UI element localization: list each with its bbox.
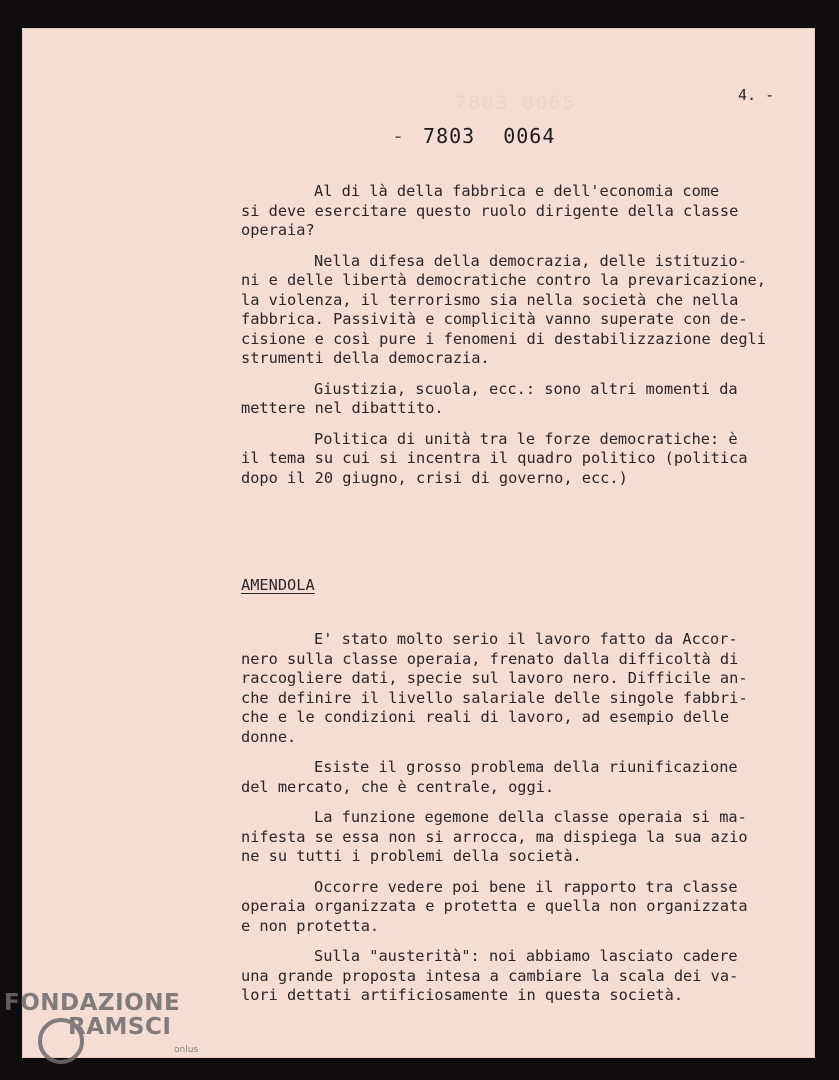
logo-line-3: onlus xyxy=(174,1045,199,1055)
paragraph: Giustizia, scuola, ecc.: sono altri momenti da mettere nel dibattito. xyxy=(241,379,738,417)
speaker-heading: AMENDOLA xyxy=(241,576,315,594)
fondazione-gramsci-logo xyxy=(4,990,214,1070)
section-2-text xyxy=(241,630,801,1017)
paragraph: Occorre vedere poi bene il rapporto tra classe operaia organizzata e protetta e quella non organizzata e non protetta. xyxy=(241,877,748,935)
document-number-part-a: 7803 xyxy=(423,124,476,148)
paragraph: E' stato molto serio il lavoro fatto da Accor- nero sulla classe operaia, frenato dalla difficoltà di raccogliere dati, specie sul lavoro nero. Difficile an- che definire il livello salariale delle singole fabbri- che e le condizioni reali di lavoro, ad esempio delle donne. xyxy=(241,630,748,746)
paragraph: Sulla "austerità": noi abbiamo lasciato cadere una grande proposta intesa a cambiare la scala dei va- lori dettati artificiosamente in questa società. xyxy=(241,947,739,1004)
paragraph: Nella difesa della democrazia, delle istituzio- ni e delle libertà democratiche contro la prevaricazione, la violenza, il terrorismo sia nella società che nella fabbrica. Passività e complicità vanno superate con de- cisione e così pure i fenomeni di destabilizzazione degli strumenti della democrazia. xyxy=(241,251,766,367)
section-1-text xyxy=(241,182,801,499)
bleed-through-number: 7803 0065 xyxy=(455,92,576,114)
logo-line-2: RAMSCI xyxy=(68,1014,172,1040)
document-number xyxy=(392,124,555,148)
paragraph: Politica di unità tra le forze democratiche: è il tema su cui si incentra il quadro politico (politica dopo il 20 giugno, crisi di governo, ecc.) xyxy=(241,429,748,487)
paragraph: La funzione egemone della classe operaia si ma- nifesta se essa non si arrocca, ma dispiega la sua azio ne su tutti i problemi della società. xyxy=(241,808,748,865)
document-number-dash: - xyxy=(392,124,406,148)
paragraph: Esiste il grosso problema della riunificazione del mercato, che è centrale, oggi. xyxy=(241,758,738,796)
logo-line-1: FONDAZIONE xyxy=(4,990,181,1016)
page-number: 4. - xyxy=(738,86,775,104)
document-number-part-b: 0064 xyxy=(503,124,556,148)
paragraph: Al di là della fabbrica e dell'economia come si deve esercitare questo ruolo dirigente della classe operaia? xyxy=(241,182,739,239)
